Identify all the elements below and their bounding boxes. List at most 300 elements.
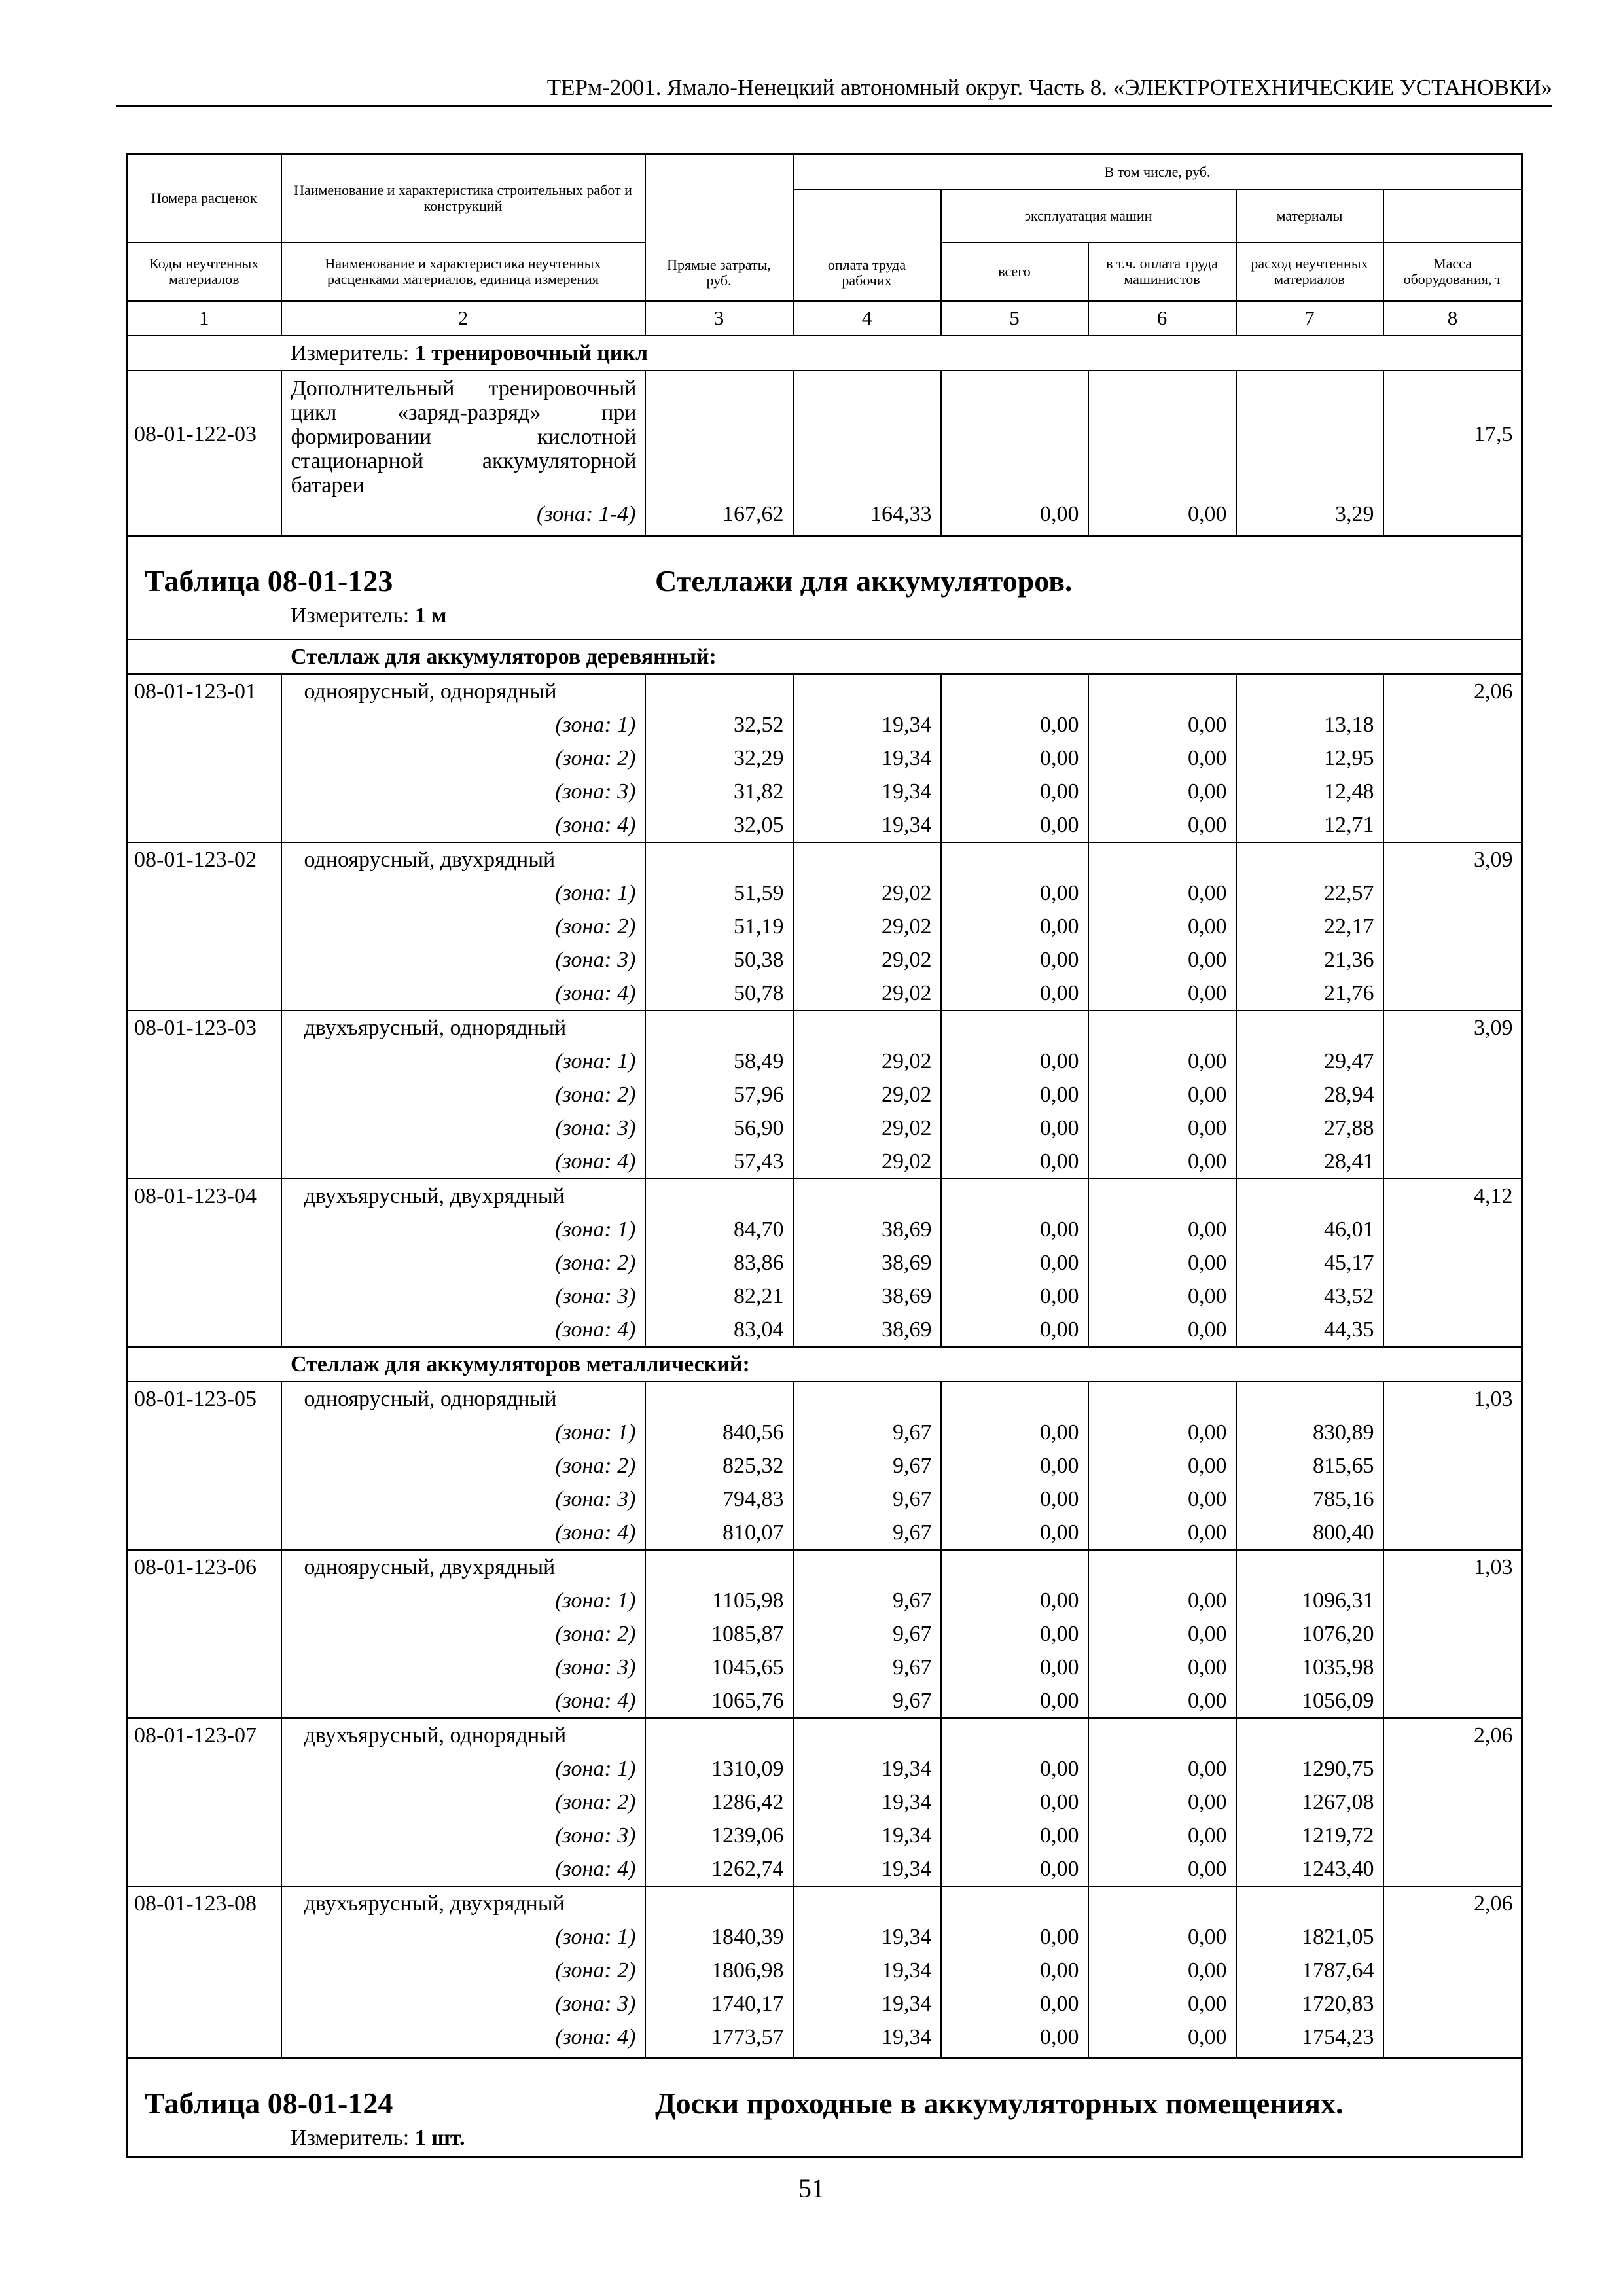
empty-cell [127,2020,281,2054]
table-row [127,1045,1522,1078]
table-row [127,1819,1522,1852]
machines-total: 0,00 [941,1213,1088,1246]
table-row [127,370,1522,497]
header-col4: оплата труда рабочих [793,190,941,301]
machines-total: 0,00 [941,1482,1088,1516]
table-row [127,1954,1522,1987]
table-title-124 [127,2058,1522,2157]
direct-cost: 1262,74 [645,1852,793,1886]
table-body-123 [127,536,1522,675]
rate-code: 08-01-123-02 [127,842,281,876]
machinist-pay: 0,00 [1088,1111,1236,1145]
direct-cost: 1105,98 [645,1584,793,1617]
machines-total: 0,00 [941,1617,1088,1651]
zone-label: (зона: 3) [281,1111,645,1145]
empty-cell [1088,1382,1236,1416]
machines-total: 0,00 [941,1246,1088,1280]
header-rule [116,105,1552,107]
labor-pay: 38,69 [793,1213,941,1246]
machinist-pay: 0,00 [1088,1313,1236,1347]
header-group: В том числе, руб. [793,154,1522,190]
table-row [127,497,1522,531]
table-row [127,1785,1522,1819]
subheading-text: Стеллаж для аккумуляторов деревянный: [127,639,1522,674]
materials-cost: 45,17 [1236,1246,1383,1280]
table-name: Доски проходные в аккумуляторных помещениях. [655,2086,1344,2120]
labor-pay: 19,34 [793,1785,941,1819]
header-col1-top: Номера расценок [127,154,281,242]
table-number: Таблица 08-01-124 [145,2086,393,2120]
table-row [127,1179,1522,1213]
materials-cost: 1267,08 [1236,1785,1383,1819]
machines-total: 0,00 [941,943,1088,977]
materials-cost: 800,40 [1236,1516,1383,1550]
rate-name: одноярусный, двухрядный [281,842,645,876]
materials-cost: 44,35 [1236,1313,1383,1347]
machinist-pay: 0,00 [1088,1852,1236,1886]
machinist-pay: 0,00 [1088,2020,1236,2054]
zone-label: (зона: 1) [281,876,645,910]
direct-cost: 83,04 [645,1313,793,1347]
labor-pay: 9,67 [793,1449,941,1482]
machines-total: 0,00 [941,1111,1088,1145]
table-row [127,1886,1522,1920]
table-row [127,1213,1522,1246]
materials-cost: 12,48 [1236,775,1383,808]
table-row [127,1011,1522,1045]
measure-value: 1 тренировочный цикл [414,340,649,365]
rate-code: 08-01-123-03 [127,1011,281,1045]
labor-pay: 19,34 [793,775,941,808]
empty-cell [127,1752,281,1785]
machines-total: 0,00 [941,910,1088,943]
empty-cell [1236,1179,1383,1213]
column-numbers [127,301,1522,336]
empty-cell [1383,742,1522,775]
machines-total: 0,00 [941,775,1088,808]
machines-total: 0,00 [941,1785,1088,1819]
header-col8-bottom: Масса оборудования, т [1383,242,1522,301]
materials-cost: 1076,20 [1236,1617,1383,1651]
metal-items [127,1382,1522,2054]
materials-cost: 43,52 [1236,1280,1383,1313]
labor-pay: 29,02 [793,1111,941,1145]
machinist-pay: 0,00 [1088,1920,1236,1954]
materials-cost: 27,88 [1236,1111,1383,1145]
empty-cell [1383,2020,1522,2054]
zone-label: (зона: 4) [281,1516,645,1550]
table-row [127,1280,1522,1313]
rate-labor: 1,03 [1383,1382,1522,1416]
rate-name: двухъярусный, двухрядный [281,1179,645,1213]
empty-cell [645,842,793,876]
empty-cell [127,876,281,910]
table-header [127,154,1522,336]
machines-total: 0,00 [941,1752,1088,1785]
empty-cell [793,1886,941,1920]
subheading-wood [127,639,1522,674]
zone-label: (зона: 4) [281,1852,645,1886]
table-body-metal [127,1347,1522,1382]
materials-cost: 12,95 [1236,742,1383,775]
labor-pay: 9,67 [793,1584,941,1617]
empty-cell [1383,1482,1522,1516]
empty-cell [1383,910,1522,943]
labor-pay: 19,34 [793,1752,941,1785]
column-number: 2 [281,301,645,336]
rate-name: одноярусный, двухрядный [281,1550,645,1584]
empty-cell [1383,1213,1522,1246]
table-row [127,1078,1522,1111]
direct-cost: 50,78 [645,977,793,1011]
rate-labor: 17,5 [1383,370,1522,497]
empty-cell [1383,1078,1522,1111]
empty-cell [127,1449,281,1482]
machinist-pay: 0,00 [1088,742,1236,775]
empty-cell [645,1179,793,1213]
table-title-123 [127,536,1522,640]
materials-cost: 21,76 [1236,977,1383,1011]
direct-cost: 32,52 [645,708,793,742]
machinist-pay: 0,00 [1088,1651,1236,1684]
table-row [127,1550,1522,1584]
labor-pay: 19,34 [793,1954,941,1987]
machines-total: 0,00 [941,1313,1088,1347]
materials-cost: 46,01 [1236,1213,1383,1246]
table-row [127,1584,1522,1617]
table-row [127,1852,1522,1886]
empty-cell [941,1718,1088,1752]
header-col5: всего [941,242,1088,301]
machinist-pay: 0,00 [1088,708,1236,742]
table-row [127,910,1522,943]
table-row [127,674,1522,708]
table-row [127,1752,1522,1785]
empty-cell [1236,1382,1383,1416]
direct-cost: 825,32 [645,1449,793,1482]
zone-label: (зона: 2) [281,1617,645,1651]
machines-total: 0,00 [941,1684,1088,1718]
labor-pay: 29,02 [793,910,941,943]
materials-cost: 21,36 [1236,943,1383,977]
machines-total: 0,00 [941,742,1088,775]
machines-total: 0,00 [941,1651,1088,1684]
machinist-pay: 0,00 [1088,943,1236,977]
zone-label: (зона: 2) [281,910,645,943]
machines-total: 0,00 [941,808,1088,842]
column-number: 4 [793,301,941,336]
machinist-pay: 0,00 [1088,1045,1236,1078]
empty-cell [1383,1651,1522,1684]
materials-cost: 13,18 [1236,708,1383,742]
price-table [126,153,1523,2158]
rate-labor: 4,12 [1383,1179,1522,1213]
zone-label: (зона: 3) [281,1482,645,1516]
labor-pay: 19,34 [793,1987,941,2020]
column-number: 3 [645,301,793,336]
table-number: Таблица 08-01-123 [145,564,393,598]
rate-code: 08-01-123-07 [127,1718,281,1752]
machines-total: 0,00 [941,1416,1088,1449]
materials-cost: 1243,40 [1236,1852,1383,1886]
empty-cell [793,842,941,876]
direct-cost: 1239,06 [645,1819,793,1852]
machines-total: 0,00 [941,497,1088,531]
materials-cost: 1096,31 [1236,1584,1383,1617]
labor-pay: 9,67 [793,1516,941,1550]
zone-label: (зона: 4) [281,808,645,842]
rate-labor: 3,09 [1383,842,1522,876]
machinist-pay: 0,00 [1088,977,1236,1011]
empty-cell [1383,1584,1522,1617]
table-body-124 [127,2054,1522,2157]
empty-cell [127,1987,281,2020]
zone-label: (зона: 2) [281,1246,645,1280]
empty-cell [127,1078,281,1111]
zone-label: (зона: 4) [281,1684,645,1718]
labor-pay: 29,02 [793,943,941,977]
machinist-pay: 0,00 [1088,808,1236,842]
empty-cell [127,1482,281,1516]
table-row [127,977,1522,1011]
measure-value: 1 м [414,603,447,628]
direct-cost: 1286,42 [645,1785,793,1819]
empty-cell [127,1516,281,1550]
empty-cell [1088,1718,1236,1752]
empty-cell [1383,1313,1522,1347]
machines-total: 0,00 [941,1954,1088,1987]
table-row [127,1313,1522,1347]
subheading-text: Стеллаж для аккумуляторов металлический: [127,1347,1522,1382]
rate-code: 08-01-123-06 [127,1550,281,1584]
zone-label: (зона: 3) [281,943,645,977]
labor-pay: 38,69 [793,1313,941,1347]
materials-cost: 22,17 [1236,910,1383,943]
materials-cost: 1821,05 [1236,1920,1383,1954]
empty-cell [127,1954,281,1987]
empty-cell [127,1213,281,1246]
empty-cell [793,674,941,708]
rate-name: одноярусный, однорядный [281,1382,645,1416]
running-head: ТЕРм-2001. Ямало-Ненецкий автономный округ. Часть 8. «ЭЛЕКТРОТЕХНИЧЕСКИЕ УСТАНОВКИ» [546,75,1552,100]
empty-cell [1088,1550,1236,1584]
empty-cell [127,977,281,1011]
empty-cell [645,1382,793,1416]
zone-label: (зона: 1) [281,1920,645,1954]
table-row [127,708,1522,742]
empty-cell [127,775,281,808]
empty-cell [1383,1045,1522,1078]
empty-cell [127,1111,281,1145]
empty-cell [1383,708,1522,742]
header-col1-bottom: Коды неучтенных материалов [127,242,281,301]
zone-label: (зона: 4) [281,1145,645,1179]
empty-cell [1383,1145,1522,1179]
empty-cell [127,1920,281,1954]
measure-text [127,336,1522,370]
labor-pay: 29,02 [793,1145,941,1179]
column-number: 8 [1383,301,1522,336]
materials-cost: 3,29 [1236,497,1383,531]
empty-cell [1383,775,1522,808]
empty-cell [127,808,281,842]
machinist-pay: 0,00 [1088,1819,1236,1852]
labor-pay: 29,02 [793,876,941,910]
empty-cell [1088,1886,1236,1920]
wood-items [127,674,1522,1347]
empty-cell [127,943,281,977]
zone-label: (зона: 4) [281,1313,645,1347]
rate-code: 08-01-123-08 [127,1886,281,1920]
labor-pay: 9,67 [793,1416,941,1449]
zone-label: (зона: 1) [281,1045,645,1078]
empty-cell [127,1785,281,1819]
header-col7: расход неучтенных материалов [1236,242,1383,301]
empty-cell [1383,1246,1522,1280]
machines-total: 0,00 [941,2020,1088,2054]
labor-pay: 19,34 [793,808,941,842]
empty-cell [1088,1179,1236,1213]
empty-cell [1383,876,1522,910]
machines-total: 0,00 [941,1852,1088,1886]
materials-cost: 1720,83 [1236,1987,1383,2020]
machinist-pay: 0,00 [1088,775,1236,808]
direct-cost: 840,56 [645,1416,793,1449]
empty-cell [127,1819,281,1852]
empty-cell [1236,1550,1383,1584]
rate-name: одноярусный, однорядный [281,674,645,708]
empty-cell [127,1617,281,1651]
materials-cost: 12,71 [1236,808,1383,842]
machinist-pay: 0,00 [1088,1954,1236,1987]
machinist-pay: 0,00 [1088,1416,1236,1449]
zone-label: (зона: 2) [281,742,645,775]
empty-cell [645,674,793,708]
labor-pay: 9,67 [793,1651,941,1684]
machines-total: 0,00 [941,876,1088,910]
empty-cell [793,1179,941,1213]
table-row [127,943,1522,977]
zone-label: (зона: 4) [281,2020,645,2054]
labor-pay: 9,67 [793,1617,941,1651]
materials-cost: 29,47 [1236,1045,1383,1078]
header-materials: материалы [1236,190,1383,242]
materials-cost: 815,65 [1236,1449,1383,1482]
empty-cell [127,1246,281,1280]
direct-cost: 1773,57 [645,2020,793,2054]
machines-total: 0,00 [941,1584,1088,1617]
direct-cost: 51,59 [645,876,793,910]
direct-cost: 1065,76 [645,1684,793,1718]
machines-total: 0,00 [941,1078,1088,1111]
zone-label: (зона: 3) [281,1987,645,2020]
labor-pay: 19,34 [793,1920,941,1954]
direct-cost: 84,70 [645,1213,793,1246]
rate-name: двухъярусный, однорядный [281,1718,645,1752]
direct-cost: 1840,39 [645,1920,793,1954]
table-body-122 [127,336,1522,536]
materials-cost: 1754,23 [1236,2020,1383,2054]
machinist-pay: 0,00 [1088,1987,1236,2020]
empty-cell [127,1280,281,1313]
empty-cell [1236,842,1383,876]
table-row [127,1145,1522,1179]
column-number: 6 [1088,301,1236,336]
empty-cell [1383,1516,1522,1550]
zone-label: (зона: 2) [281,1954,645,1987]
empty-cell [645,1011,793,1045]
empty-cell [1383,1987,1522,2020]
empty-cell [1383,1954,1522,1987]
empty-cell [127,910,281,943]
machines-total: 0,00 [941,1449,1088,1482]
empty-cell [793,1382,941,1416]
rate-name: двухъярусный, двухрядный [281,1886,645,1920]
table-row [127,1920,1522,1954]
header-col6: в т.ч. оплата труда машинистов [1088,242,1236,301]
empty-cell [1383,1920,1522,1954]
machinist-pay: 0,00 [1088,1246,1236,1280]
direct-cost: 58,49 [645,1045,793,1078]
empty-cell [127,1313,281,1347]
header-col2-top: Наименование и характеристика строительных работ и конструкций [281,154,645,242]
empty-cell [941,1550,1088,1584]
direct-cost: 810,07 [645,1516,793,1550]
machinist-pay: 0,00 [1088,1078,1236,1111]
labor-pay: 9,67 [793,1684,941,1718]
empty-cell [1383,977,1522,1011]
materials-cost: 1035,98 [1236,1651,1383,1684]
machinist-pay: 0,00 [1088,1482,1236,1516]
direct-cost: 1740,17 [645,1987,793,2020]
direct-cost: 51,19 [645,910,793,943]
zone-label: (зона: 2) [281,1078,645,1111]
direct-cost: 50,38 [645,943,793,977]
rate-labor: 2,06 [1383,674,1522,708]
rate-code: 08-01-123-04 [127,1179,281,1213]
machines-total: 0,00 [941,1920,1088,1954]
empty-cell [1383,1449,1522,1482]
labor-pay: 19,34 [793,2020,941,2054]
empty-cell [645,1550,793,1584]
table-row [127,1718,1522,1752]
machinist-pay: 0,00 [1088,497,1236,531]
direct-cost: 57,43 [645,1145,793,1179]
empty-cell [941,1886,1088,1920]
empty-cell [1088,842,1236,876]
labor-pay: 19,34 [793,1819,941,1852]
materials-cost: 1290,75 [1236,1752,1383,1785]
empty-cell [1088,1011,1236,1045]
machines-total: 0,00 [941,1819,1088,1852]
table-row [127,842,1522,876]
column-number: 1 [127,301,281,336]
labor-pay: 38,69 [793,1246,941,1280]
empty-cell [127,1684,281,1718]
materials-cost: 830,89 [1236,1416,1383,1449]
empty-cell [1383,1785,1522,1819]
table-row [127,1684,1522,1718]
labor-pay: 9,67 [793,1482,941,1516]
empty-cell [1383,1684,1522,1718]
table-row [127,1617,1522,1651]
machinist-pay: 0,00 [1088,1145,1236,1179]
measure-label: Измеритель: [291,603,415,628]
zone-label: (зона: 2) [281,1449,645,1482]
machinist-pay: 0,00 [1088,1449,1236,1482]
empty-cell [793,1718,941,1752]
rate-labor: 1,03 [1383,1550,1522,1584]
